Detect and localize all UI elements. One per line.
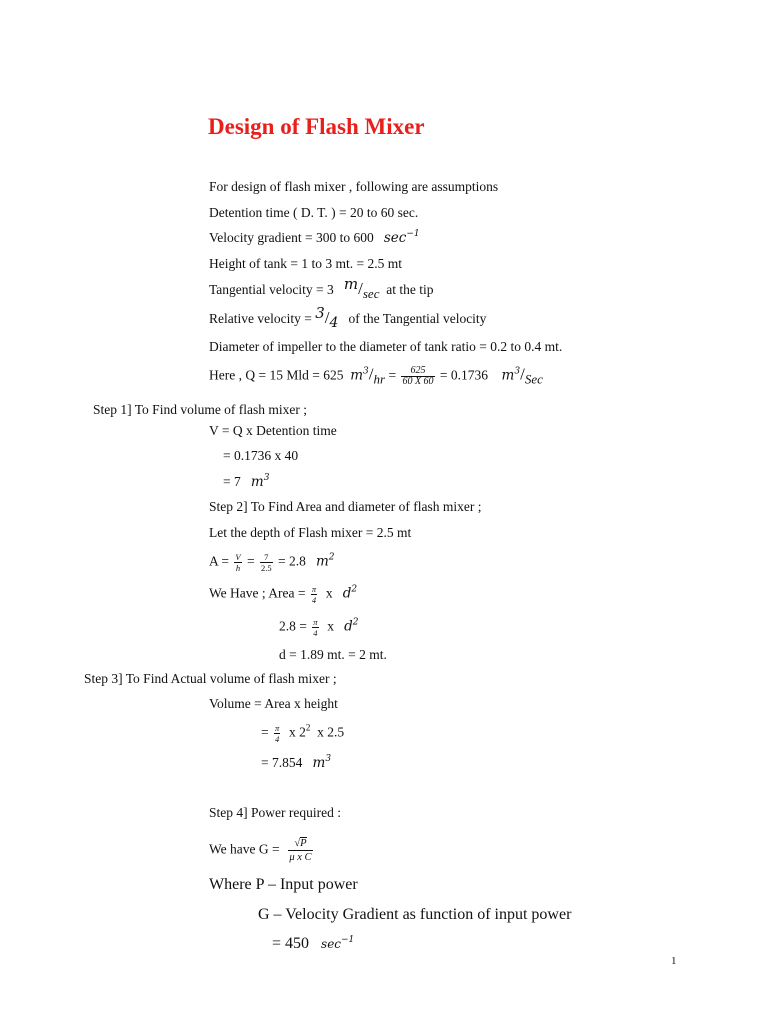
area-formula: We Have ; Area = $\frac{\pi}{4}$ x $d^2$ — [209, 584, 358, 605]
volume-equation: V = Q x Detention time — [209, 423, 337, 438]
actual-volume-calculation: = $\frac{\pi}{4}$ x $2^2$ x 2.5 — [261, 722, 345, 744]
area-calculation: A = $\frac{V}{h}$ = $\frac{7}{2.5}$ = 2.8 $m^2$ — [209, 552, 335, 573]
volume-result: = 7 $m^3$ — [223, 473, 270, 490]
relative-velocity-line: Relative velocity = 3/4 of the Tangential velocity — [209, 304, 487, 331]
diameter-result: d = 1.89 mt. = 2 mt. — [279, 647, 387, 662]
velocity-gradient-line: Velocity gradient = 300 to 600 $\sec^{-1}$ — [209, 229, 420, 246]
page-number: 1 — [671, 955, 677, 967]
actual-volume-result: = 7.854 $m^3$ — [261, 754, 332, 771]
detention-line: Detention time ( D. T. ) = 20 to 60 sec. — [209, 205, 419, 220]
velocity-gradient-formula: We have G = $\frac{√P}{\text{μ x C}}$ — [209, 838, 312, 863]
step3-heading: Step 3] To Find Actual volume of flash mixer ; — [84, 671, 337, 686]
page-title: Design of Flash Mixer — [208, 114, 425, 139]
step4-heading: Step 4] Power required : — [209, 805, 341, 820]
actual-volume-equation: Volume = Area x height — [209, 696, 338, 711]
diameter-calculation: 2.8 = $\frac{\pi}{4}$ x $d^2$ — [279, 617, 359, 638]
intro-line: For design of flash mixer , following are assumptions — [209, 179, 499, 194]
g-description-line: G – Velocity Gradient as function of input power — [258, 906, 572, 923]
height-line: Height of tank = 1 to 3 mt. = 2.5 mt — [209, 256, 402, 271]
g-value-line: = 450 $\sec^{-1}$ — [272, 935, 355, 952]
tangential-velocity-line: Tangential velocity = 3 m/sec at the tip — [209, 275, 434, 301]
step2-heading: Step 2] To Find Area and diameter of flash mixer ; — [209, 499, 482, 514]
volume-calculation: = 0.1736 x 40 — [223, 448, 299, 463]
step1-heading: Step 1] To Find volume of flash mixer ; — [93, 402, 308, 417]
where-p-line: Where P – Input power — [209, 876, 358, 893]
depth-line: Let the depth of Flash mixer = 2.5 mt — [209, 525, 412, 540]
flow-rate-line: Here , Q = 15 Mld = 625 $m^3/hr$ = $\frac{625}{60 X 60}$ = 0.1736 $m^3$/Sec — [209, 364, 543, 387]
diameter-ratio-line: Diameter of impeller to the diameter of tank ratio = 0.2 to 0.4 mt. — [209, 339, 563, 354]
